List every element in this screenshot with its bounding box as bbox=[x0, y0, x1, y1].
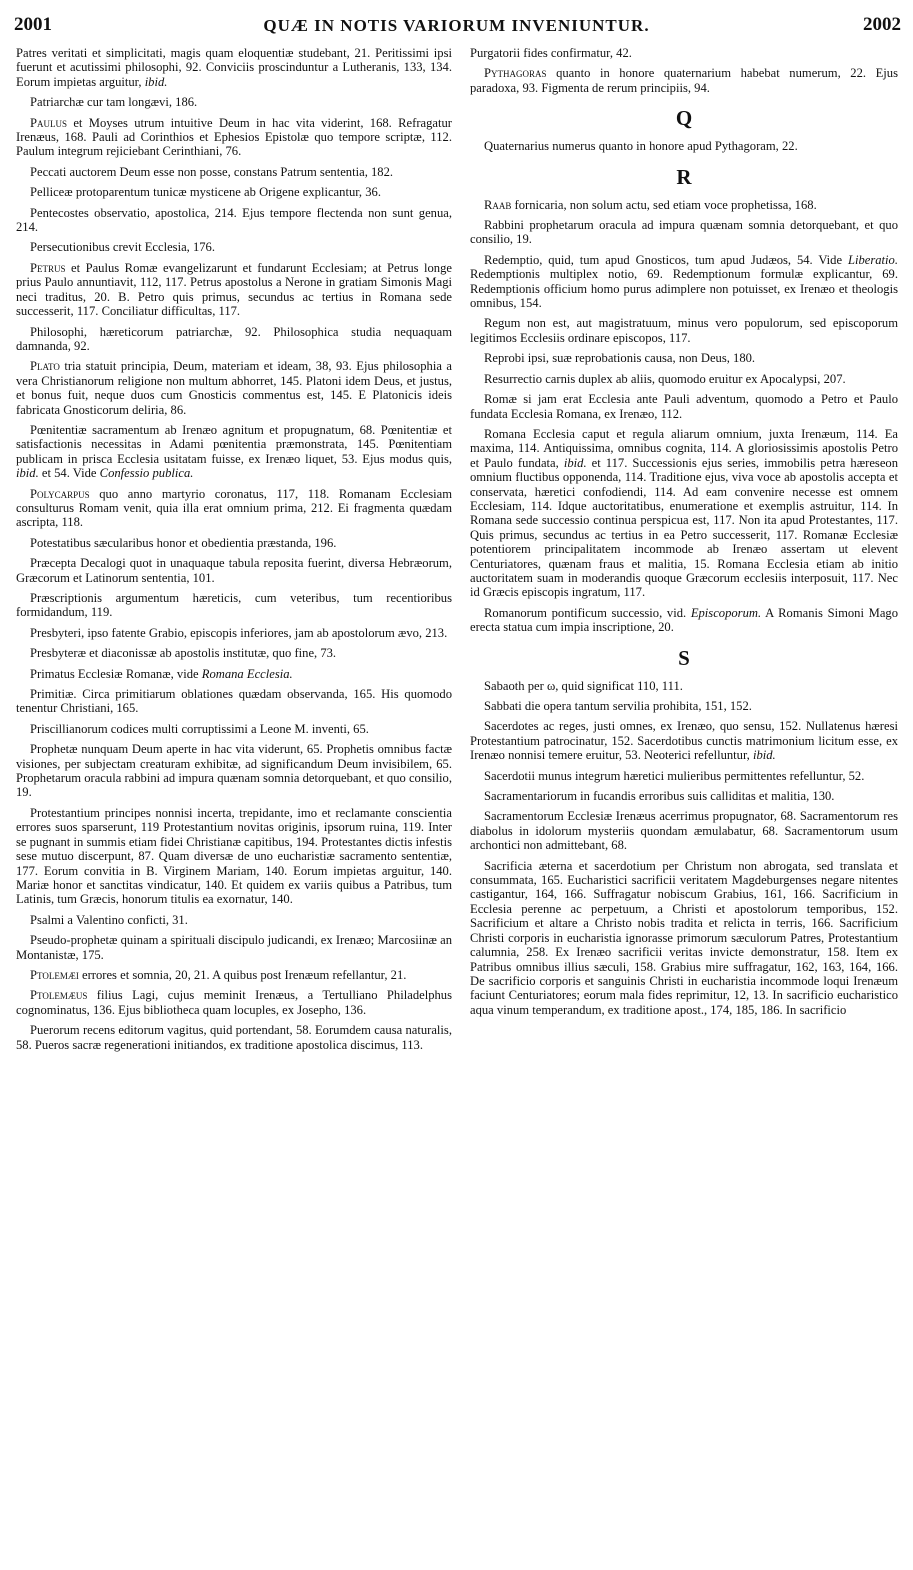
entry-text: tria statuit principia, Deum, materiam et ideam, 38, 93. Ejus philosophia a vera Christianorum religione non multum abhorret, 145. Platoni idem Deus, et justus, et bonus fuit, neque duos cum Gnosticis commentus est, 145. E Platonicis ideis fabricata Gnosticorum deliria, 86. bbox=[16, 359, 452, 417]
section-letter: Q bbox=[675, 106, 693, 131]
index-entry bbox=[470, 372, 898, 386]
index-entry bbox=[470, 679, 898, 693]
entry-text: Primitiæ. Circa primitiarum oblationes quædam observanda, 165. His quomodo tenentur Christiani, 165. bbox=[16, 687, 452, 716]
entry-text: Redemptio, quid, tum apud Gnosticos, tum apud Judæos, 54. Vide bbox=[484, 252, 848, 267]
entry-text: Reprobi ipsi, suæ reprobationis causa, non Deus, 180. bbox=[484, 351, 756, 366]
entry-text: Quaternarius numerus quanto in honore apud Pythagoram, 22. bbox=[484, 139, 798, 154]
entry-text: Romana Ecclesia caput et regula aliarum omnium, juxta Irenæum, 114. Ea maxima, 114. Antiquissima, omnibus cognita, 114. A gloriosissimis apostolis Petro et Paulo fundata, bbox=[470, 426, 898, 470]
entry-text: Redemptionis multiplex notio, 69. Redemptionum formulæ explicantur, 69. Redemptionis officium homo purus adimplere non potuisset, ex Irenæo et theologis omnibus, 154. bbox=[470, 267, 898, 311]
entry-text: Peccati auctorem Deum esse non posse, constans Patrum sententia, 182. bbox=[30, 164, 394, 179]
entry-text: et 54. Vide bbox=[38, 466, 100, 481]
entry-text: Romæ si jam erat Ecclesia ante Pauli adventum, quomodo a Petro et Paulo fundata Ecclesia Romana, ex Irenæo, 112. bbox=[470, 392, 898, 421]
entry-text: Pseudo-prophetæ quinam a spirituali discipulo judicandi, ex Irenæo; Marcosiinæ an Montanistæ, 175. bbox=[16, 933, 452, 962]
entry-text: Sacramentorum Ecclesiæ Irenæus acerrimus propugnator, 68. Sacramentorum res diabolus in idolorum mysteriis quondam æmulabatur, 68. Sacramentorum usum archontici non admittebant, 68. bbox=[470, 809, 898, 853]
index-entry bbox=[470, 699, 898, 713]
index-entry bbox=[16, 536, 452, 550]
entry-text: Sacerdotes ac reges, justi omnes, ex Irenæo, quo sensu, 152. Nullatenus hæresi Protestantium patrocinatur, 152. Sacerdotibus cunctis matrimonium licitum esse, ex Irenæo nonnisi temere eruitur, 53. Neoterici refelluntur, bbox=[470, 719, 898, 763]
index-entry bbox=[16, 722, 452, 736]
entry-text: et 117. Successionis ejus series, immobilis petra hæreseon omnium fluctibus opponenda, 114. Traditione ejus, viva voce ab apostolis accepta et conservata, hæretici confodiendi, 114. Ad eam convenire necesse est omnem Ecclesiam, 114. Idque auctoritatibus, enumeratione et exemplis astruitur, 114. In Romana sede successio continua perspicua est, 117. Non ita apud Protestantes, 117. Quis primus, secundus ac tertius in ea Petro successerit, 117. Romanæ Ecclesiæ potentiorem principalitatem incommode ab Irenæo assertam ut elevent Centuriatores, quænam fraus et malitia, 15. Romana Ecclesia etiam ab initio auctoritatem suam in moderandis quoque Græcorum ecclesiis interposuit, 117. Nec id Græcis episcopis ingratum, 117. bbox=[470, 455, 898, 600]
index-entry bbox=[16, 913, 452, 927]
index-entry bbox=[16, 359, 452, 417]
index-entry bbox=[470, 427, 898, 600]
index-entry bbox=[16, 206, 452, 235]
entry-text: Priscillianorum codices multi corruptissimi a Leone M. inventi, 65. bbox=[30, 721, 369, 736]
entry-text: Prophetæ nunquam Deum aperte in hac vita viderunt, 65. Prophetis omnibus factæ visiones, per subjectam creaturam exhibitæ, ad significandum Deum invisibilem, 65. Prophetarum oracula rabbini ad impura quænam somnia detorquebant, et quo consilio, 19. bbox=[16, 742, 452, 800]
entry-text: Præcepta Decalogi quot in unaquaque tabula reposita fuerint, diversa Hebræorum, Græcorum et Latinorum sententia, 101. bbox=[16, 556, 452, 585]
entry-text: Romanorum pontificum successio, vid. bbox=[484, 605, 691, 620]
entry-text: Pœnitentiæ sacramentum ab Irenæo agnitum et propugnatum, 68. Pœnitentiæ et satisfactionis necessitas in Adami pœnitentia præmonstrata, 145. Pœnitentiam publicam in prisca Ecclesia usitatam fuisse, ex Irenæo liquet, 53. Ejus modus quis, bbox=[16, 422, 452, 466]
index-entry bbox=[470, 789, 898, 803]
entry-text: Patriarchæ cur tam longævi, 186. bbox=[30, 95, 198, 110]
entry-text: et Paulus Romæ evangelizarunt et fundarunt Ecclesiam; at Petrus longe prius Paulo annuntiavit, 112, 117. Petrus apostolus a Nerone in gratiam Simonis Magi neci traditus, 20. B. Petro quis primus, secundus ac tertius in Romana sede successerit, 117. Conciliatur difficultas, 117. bbox=[16, 260, 452, 319]
index-entry bbox=[16, 325, 452, 354]
index-entry bbox=[16, 646, 452, 660]
entry-text: Psalmi a Valentino conficti, 31. bbox=[30, 912, 188, 927]
entry-text: Purgatorii fides confirmatur, 42. bbox=[470, 46, 632, 60]
entry-text: Primatus Ecclesiæ Romanæ, vide bbox=[30, 666, 202, 681]
entry-text: Sacerdotii munus integrum hæretici mulieribus permittentes refelluntur, 52. bbox=[484, 768, 865, 783]
index-entry bbox=[470, 809, 898, 852]
entry-headword: Polycarpus bbox=[30, 486, 90, 501]
entry-text: Puerorum recens editorum vagitus, quid portendant, 58. Eorumdem causa naturalis, 58. Pueros sacræ regenerationi initiandos, ex traditione apostolica discimus, 113. bbox=[16, 1023, 452, 1052]
entry-text: Philosophi, hæreticorum patriarchæ, 92. Philosophica studia nequaquam damnanda, 92. bbox=[16, 324, 452, 353]
index-entry bbox=[470, 606, 898, 635]
entry-text: Sabaoth per ω, quid significat 110, 111. bbox=[484, 678, 683, 693]
entry-text: Protestantium principes nonnisi incerta, trepidante, imo et reclamante conscientia errores suos sparserunt, 119 Protestantium novitas originis, ipsorum ruina, 119. Inter se pugnant in summis etiam fidei Christianæ capitibus, 194. Protestantes dictis infestis sese mutuo discerpunt, 87. Quam diversæ de uno eucharistiæ sacramento sententiæ, 177. Eorum convitia in B. Virginem Mariam, 140. Eorum impietas arguitur, 140. Mariæ honor et sanctitas vindicatur, 140. Et quidem ex variis quibus a Patribus, tum Latinis, tum Græcis, honorum titulis ea exornatur, 140. bbox=[16, 805, 452, 907]
index-entry bbox=[470, 316, 898, 345]
index-entry bbox=[470, 218, 898, 247]
index-entry bbox=[16, 806, 452, 907]
index-entry bbox=[16, 240, 452, 254]
entry-text: Presbyteri, ipso fatente Grabio, episcopis inferiores, jam ab apostolorum ævo, 213. bbox=[30, 625, 448, 640]
entry-text: Pelliceæ protoparentum tunicæ mysticene ab Origene explicantur, 36. bbox=[30, 185, 381, 200]
entry-headword: Pythagoras bbox=[484, 66, 547, 81]
section-letter: S bbox=[678, 645, 690, 670]
index-entry bbox=[16, 165, 452, 179]
index-entry bbox=[16, 933, 452, 962]
index-entry bbox=[470, 46, 898, 60]
entry-text: quanto in honore quaternarium habebat numerum, 22. Ejus paradoxa, 93. Figmenta de rerum principiis, 94. bbox=[470, 66, 898, 95]
entry-text: Sabbati die opera tantum servilia prohibita, 151, 152. bbox=[484, 699, 752, 713]
entry-text: A Romanis Simoni Mago erecta statua cum impia inscriptione, 20. bbox=[470, 605, 898, 635]
entry-headword: Plato bbox=[30, 359, 60, 374]
index-entry bbox=[470, 859, 898, 1017]
entry-italic: ibid. bbox=[144, 74, 168, 89]
index-entry bbox=[470, 392, 898, 421]
index-entry bbox=[470, 769, 898, 783]
entry-italic: Episcoporum. bbox=[690, 605, 762, 620]
index-entry bbox=[470, 351, 898, 365]
index-entry bbox=[470, 253, 898, 311]
index-entry bbox=[16, 423, 452, 481]
index-entry bbox=[16, 46, 452, 89]
entry-text: Persecutionibus crevit Ecclesia, 176. bbox=[30, 240, 216, 255]
index-entry bbox=[470, 198, 898, 212]
index-entry bbox=[16, 742, 452, 800]
index-entry bbox=[16, 261, 452, 319]
entry-text: quo anno martyrio coronatus, 117, 118. Romanam Ecclesiam consulturus Romam venit, quia illa erat omnium prima, 212. Ei fragmenta quædam ascripta, 118. bbox=[16, 486, 452, 530]
entry-italic: Liberatio. bbox=[847, 252, 898, 267]
entry-headword: Raab bbox=[484, 197, 512, 212]
index-entry bbox=[16, 591, 452, 620]
entry-text: Sacramentariorum in fucandis erroribus suis calliditas et malitia, 130. bbox=[484, 789, 835, 804]
index-entry bbox=[470, 719, 898, 762]
index-entry bbox=[470, 66, 898, 95]
index-entry bbox=[16, 687, 452, 716]
entry-text: Presbyteræ et diaconissæ ab apostolis institutæ, quo fine, 73. bbox=[30, 646, 337, 661]
index-entry bbox=[16, 667, 452, 681]
index-entry bbox=[16, 1023, 452, 1052]
running-title: QUÆ IN NOTIS VARIORUM INVENIUNTUR. bbox=[263, 16, 650, 35]
entry-italic: ibid. bbox=[16, 466, 39, 481]
entry-headword: Ptolemæus bbox=[30, 988, 88, 1003]
entry-text: Præscriptionis argumentum hæreticis, cum veteribus, tum recentioribus formidandum, 119. bbox=[16, 591, 452, 620]
entry-headword: Paulus bbox=[30, 115, 68, 130]
index-entry bbox=[16, 487, 452, 530]
entry-headword: Petrus bbox=[30, 260, 66, 275]
index-entry bbox=[16, 95, 452, 109]
entry-headword: Ptolemæi bbox=[30, 967, 79, 982]
entry-text: Pentecostes observatio, apostolica, 214. Ejus tempore flectenda non sunt genua, 214. bbox=[16, 205, 452, 235]
entry-text: fornicaria, non solum actu, sed etiam voce prophetissa, 168. bbox=[511, 197, 817, 212]
entry-text: Potestatibus sæcularibus honor et obedientia præstanda, 196. bbox=[30, 535, 337, 550]
entry-text: et Moyses utrum intuitive Deum in hac vita viderint, 168. Refragatur Irenæus, 168. Pauli ad Corinthios et Ephesios Epistolæ quo tempore scriptæ, 112. Paulum integrum rejiciebant Cerinthiani, 76. bbox=[16, 115, 452, 159]
index-entry bbox=[16, 185, 452, 199]
entry-italic: Confessio publica. bbox=[99, 466, 194, 481]
entry-text: Sacrificia æterna et sacerdotium per Christum non abrogata, sed translata et consummata, 165. Eucharistici sacrificii veritatem Magdeburgenses negare nitentes castigantur, 164, 166. Suffragatur nobiscum Grabius, 161, 166. Sacrificium in Ecclesia perenne ac perpetuum, a Christi et apostolorum temporibus, 152. Sacrificium et altare a Christo nobis tradita et relicta in terris, 166. Sacrificium Christi corporis in eucharistia ignorasse primorum sæculorum Patres, Protestantium calumnia, 258. Ex Irenæo sacrificii veritas invicte demonstratur, 158. Item ex Patribus omnibus illius sæculi, 158. Grabius mire suffragatur, 162, 163, 164, 166. De sacrificio corporis et sanguinis Christi in eucharistia incommode loqui Irenæum faciunt Centuriatores; eorum mala fides reprimitur, 12, 13. In sacrificio eucharistico aqua vinum temperandum, ex traditione apost., 174, 185, 186. In sacrificio bbox=[470, 858, 898, 1017]
right-page-number: 2002 bbox=[863, 14, 901, 35]
entry-italic: Romana Ecclesia. bbox=[201, 666, 293, 681]
index-entry bbox=[16, 988, 452, 1017]
index-entry bbox=[470, 139, 898, 153]
entry-text: Resurrectio carnis duplex ab aliis, quomodo eruitur ex Apocalypsi, 207. bbox=[484, 371, 846, 386]
index-entry bbox=[16, 116, 452, 159]
right-column bbox=[470, 46, 898, 1023]
entry-italic: ibid. bbox=[752, 748, 776, 763]
entry-text: filius Lagi, cujus meminit Irenæus, a Tertulliano Philadelphus cognominatus, 136. Ejus bibliotheca quam locuples, ex Josepho, 136. bbox=[16, 988, 452, 1017]
section-letter: R bbox=[676, 164, 692, 189]
entry-text: Patres veritati et simplicitati, magis quam eloquentiæ studebant, 21. Peritissimi ipsi fuerunt et acutissimi philosophi, 92. Conviciis proscinduntur a Lutheranis, 133, 134. Eorum impietas arguitur, bbox=[16, 46, 452, 89]
entry-text: Rabbini prophetarum oracula ad impura quænam somnia detorquebant, et quo consilio, 19. bbox=[470, 218, 898, 247]
running-header bbox=[0, 14, 913, 40]
entry-text: errores et somnia, 20, 21. A quibus post Irenæum refellantur, 21. bbox=[78, 967, 407, 982]
left-page-number: 2001 bbox=[14, 14, 52, 35]
left-column bbox=[16, 46, 452, 1058]
index-entry bbox=[16, 556, 452, 585]
index-entry bbox=[16, 968, 452, 982]
entry-italic: ibid. bbox=[563, 455, 587, 470]
entry-text: Regum non est, aut magistratuum, minus vero populorum, sed episcoporum legitimos Ecclesiis ordinare episcopos, 117. bbox=[470, 316, 898, 345]
index-entry bbox=[16, 626, 452, 640]
